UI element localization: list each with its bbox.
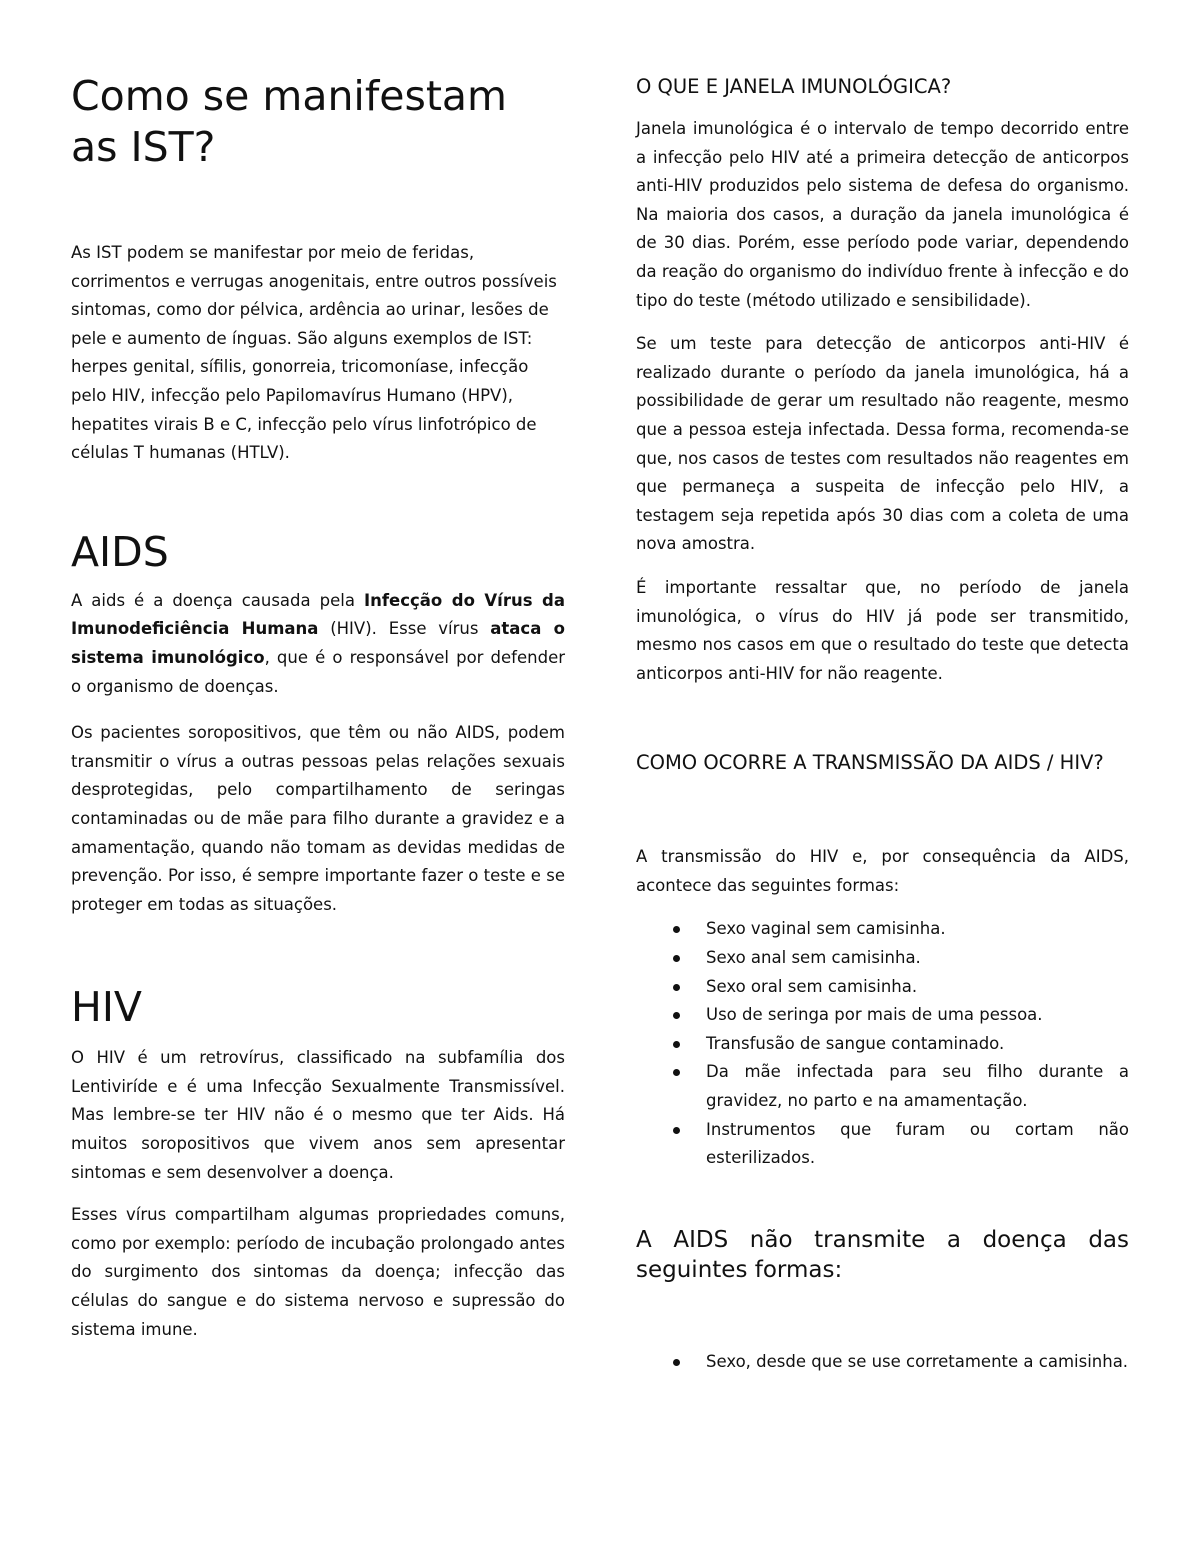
hiv-paragraph-1: O HIV é um retrovírus, classificado na subfamília dos Lentiviríde e é uma Infecção Sexualmente Transmissível. Mas lembre-se ter HIV não é o mesmo que ter Aids. Há muitos soropositivos que vivem anos sem apresentar sintomas e sem desenvolver a doença.	[71, 1048, 565, 1182]
janela-paragraph-3: É importante ressaltar que, no período de janela imunológica, o vírus do HIV já pode ser transmitido, mesmo nos casos em que o resultado do teste que detecta anticorpos anti-HIV for não reagente.	[636, 577, 1129, 683]
transmissao-list	[636, 915, 1129, 1172]
aids-p1-bold-hiv: Infecção do Vírus da Imunodeficiência Humana	[71, 590, 565, 639]
bullet-icon	[673, 1069, 680, 1076]
aids-p1-text-c: (HIV). Esse vírus	[318, 619, 491, 639]
aids-paragraph-1	[71, 587, 565, 701]
transmissao-intro: A transmissão do HIV e, por consequência da AIDS, acontece das seguintes formas:	[636, 847, 1129, 895]
aids-paragraph-2: Os pacientes soropositivos, que têm ou não AIDS, podem transmitir o vírus a outras pessoas pelas relações sexuais desprotegidas, pelo compartilhamento de seringas contaminadas ou de mãe para filho durante a gravidez e a amamentação, quando não tomam as devidas medidas de prevenção. Por isso, é sempre importante fazer o teste e se proteger em todas as situações.	[71, 723, 565, 914]
list-item: Sexo vaginal sem camisinha.	[636, 915, 1129, 944]
transmissao-heading: COMO OCORRE A TRANSMISSÃO DA AIDS / HIV?	[636, 751, 1104, 775]
bullet-icon	[673, 1012, 680, 1019]
list-item: Da mãe infectada para seu filho durante a gravidez, no parto e na amamentação.	[636, 1058, 1129, 1115]
list-item: Instrumentos que furam ou cortam não esterilizados.	[636, 1116, 1129, 1173]
nao-transmite-list	[636, 1348, 1129, 1377]
aids-heading: AIDS	[71, 527, 169, 576]
list-item: Uso de seringa por mais de uma pessoa.	[636, 1001, 1129, 1030]
list-item: Sexo anal sem camisinha.	[636, 944, 1129, 973]
bullet-icon	[673, 1041, 680, 1048]
aids-p1-bold-attack: ataca o sistema imunológico	[71, 619, 565, 667]
bullet-icon	[673, 1359, 680, 1366]
bullet-icon	[673, 984, 680, 991]
bullet-icon	[673, 926, 680, 933]
page-title: Como se manifestam as IST?	[71, 72, 507, 171]
aids-p1-text-e: , que é o responsável por defender o organismo de doenças.	[71, 647, 566, 696]
list-item: Transfusão de sangue contaminado.	[636, 1030, 1129, 1059]
janela-paragraph-1: Janela imunológica é o intervalo de tempo decorrido entre a infecção pelo HIV até a primeira detecção de anticorpos anti-HIV produzidos pelo sistema de defesa do organismo. Na maioria dos casos, a duração da janela imunológica é de 30 dias. Porém, esse período pode variar, dependendo da reação do organismo do indivíduo frente à infecção e do tipo do teste (método utilizado e sensibilidade).	[636, 119, 1129, 310]
ist-intro-paragraph: As IST podem se manifestar por meio de feridas, corrimentos e verrugas anogenitais, entre outros possíveis sintomas, como dor pélvica, ardência ao urinar, lesões de pele e aumento de ínguas. São alguns exemplos de IST: herpes genital, sífilis, gonorreia, tricomoníase, infecção pelo HIV, infecção pelo Papilomavírus Humano (HPV), hepatites virais B e C, infecção pelo vírus linfotrópico de células T humanas (HTLV).	[71, 243, 557, 463]
janela-paragraph-2: Se um teste para detecção de anticorpos anti-HIV é realizado durante o período da janela imunológica, há a possibilidade de gerar um resultado não reagente, mesmo que a pessoa esteja infectada. Dessa forma, recomenda-se que, nos casos de testes com resultados não reagentes em que permaneça a suspeita de infecção pelo HIV, a testagem seja repetida após 30 dias com a coleta de uma nova amostra.	[636, 334, 1129, 554]
aids-p1-text-a: A aids é a doença causada pela	[71, 590, 364, 610]
janela-heading: O QUE E JANELA IMUNOLÓGICA?	[636, 75, 952, 98]
right-column	[636, 0, 1129, 1376]
list-item: Sexo oral sem camisinha.	[636, 973, 1129, 1002]
bullet-icon	[673, 955, 680, 962]
hiv-paragraph-2: Esses vírus compartilham algumas propriedades comuns, como por exemplo: período de incubação prolongado antes do surgimento dos sintomas da doença; infecção das células do sangue e do sistema nervoso e supressão do sistema imune.	[71, 1205, 565, 1339]
hiv-heading: HIV	[71, 983, 142, 1032]
list-item: Sexo, desde que se use corretamente a camisinha.	[636, 1348, 1129, 1377]
nao-transmite-heading: A AIDS não transmite a doença das seguintes formas:	[636, 1226, 1129, 1283]
bullet-icon	[673, 1127, 680, 1134]
left-column	[71, 0, 565, 1344]
